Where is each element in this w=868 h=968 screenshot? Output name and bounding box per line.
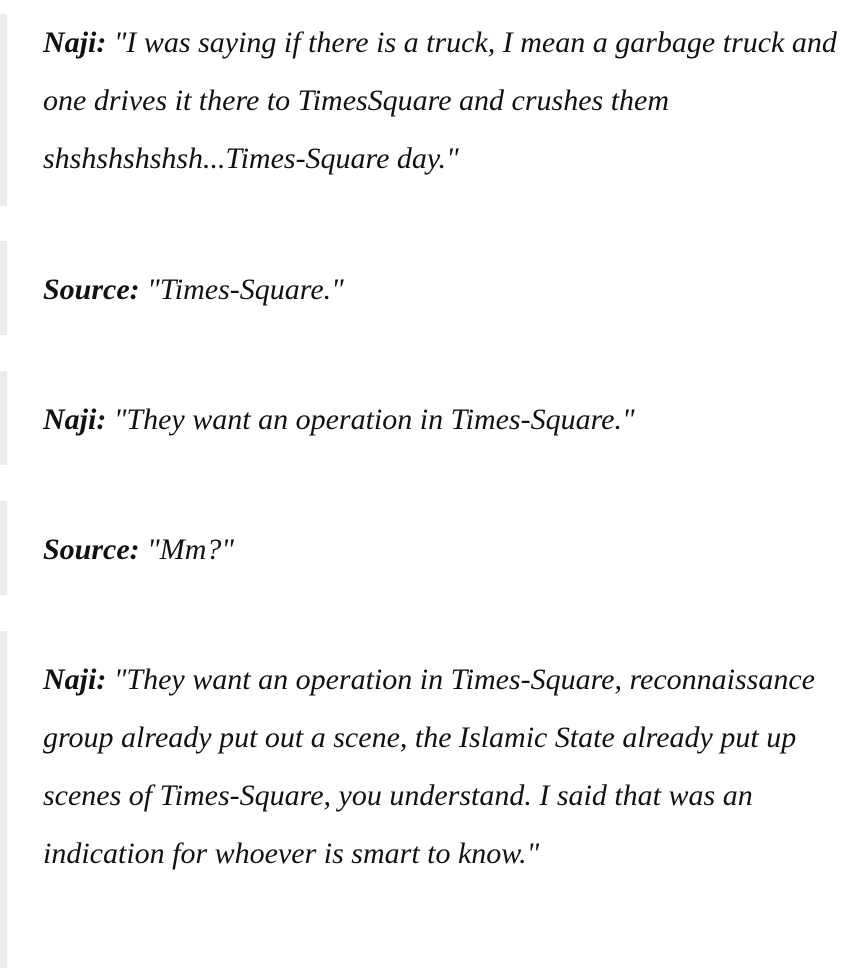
blockquote-bar [0, 501, 7, 595]
quote-text: "Mm?" [147, 533, 235, 566]
quote-paragraph [43, 501, 848, 579]
quote-block [0, 371, 868, 465]
speaker-label: Source: [43, 273, 140, 306]
speaker-label: Naji: [43, 403, 107, 436]
quote-text: "I was saying if there is a truck, I mean a garbage truck and one drives it there to TimesSquare and crushes them shshshshshsh...Times-Square day." [43, 26, 837, 175]
blockquote-bar [0, 241, 7, 335]
quote-text: "They want an operation in Times-Square, reconnaissance group already put out a scene, the Islamic State already put up scenes of Times-Square, you understand. I said that was an indication for whoever is smart to know." [43, 663, 815, 870]
quote-paragraph [43, 241, 848, 319]
quote-paragraph [43, 631, 848, 883]
quote-paragraph [43, 371, 848, 449]
quote-block [0, 501, 868, 595]
quote-text: "Times-Square." [147, 273, 344, 306]
quote-text: "They want an operation in Times-Square." [113, 403, 635, 436]
blockquote-bar [0, 631, 7, 968]
speaker-label: Naji: [43, 663, 107, 696]
quote-paragraph [43, 14, 848, 188]
quote-block [0, 14, 868, 206]
blockquote-bar [0, 371, 7, 465]
quote-block [0, 631, 868, 968]
speaker-label: Source: [43, 533, 140, 566]
blockquote-bar [0, 14, 7, 206]
quote-block [0, 241, 868, 335]
speaker-label: Naji: [43, 26, 107, 59]
